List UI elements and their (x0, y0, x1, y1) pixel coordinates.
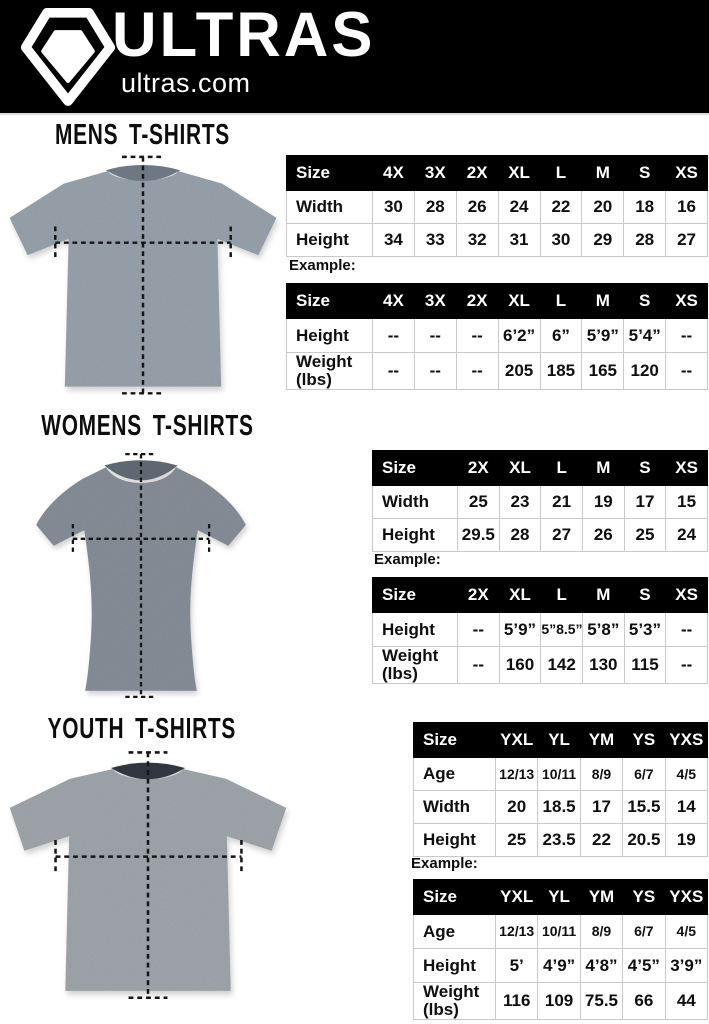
size-label-header: Size (414, 723, 496, 758)
cell-value: 115 (624, 647, 666, 684)
brand-domain: ultras.com (121, 68, 251, 98)
table-row (287, 224, 708, 257)
row-label: Height (287, 224, 373, 257)
size-column-header: XL (498, 284, 540, 319)
size-table (413, 722, 708, 857)
cell-value: 26 (582, 519, 624, 552)
youth-size-table (413, 722, 708, 857)
cell-value: 29.5 (458, 519, 500, 552)
cell-value: 18 (624, 191, 666, 224)
cell-value: -- (666, 647, 708, 684)
size-table (372, 577, 708, 684)
row-label: Age (414, 915, 496, 949)
cell-value: 5’9” (499, 613, 541, 647)
cell-value: 17 (624, 486, 666, 519)
cell-value: 23.5 (538, 824, 580, 857)
cell-value: 20 (496, 791, 538, 824)
size-label-header: Size (373, 578, 458, 613)
cell-value: 19 (582, 486, 624, 519)
cell-value: 5’9” (582, 319, 624, 353)
mens-example-label: Example: (289, 257, 356, 274)
size-column-header: 4X (373, 156, 415, 191)
size-column-header: YXL (496, 723, 538, 758)
size-column-header: 3X (414, 156, 456, 191)
size-column-header: XS (666, 284, 708, 319)
cell-value: 120 (624, 353, 666, 390)
cell-value: 165 (582, 353, 624, 390)
cell-value: 12/13 (496, 915, 538, 949)
cell-value: 142 (541, 647, 583, 684)
youth-example-label: Example: (411, 855, 478, 872)
cell-value: 31 (498, 224, 540, 257)
row-label: Weight (lbs) (373, 647, 458, 684)
table-row (414, 983, 708, 1020)
cell-value: -- (666, 353, 708, 390)
size-column-header: XL (499, 578, 541, 613)
table-row (373, 486, 708, 519)
cell-value: 5’8” (582, 613, 624, 647)
row-label: Height (373, 613, 458, 647)
cell-value: 66 (623, 983, 665, 1020)
brand-wordmark: ULTRAS (112, 0, 376, 70)
cell-value: 30 (540, 224, 582, 257)
cell-value: 8/9 (580, 758, 622, 791)
cell-value: 5’4” (624, 319, 666, 353)
cell-value: 130 (582, 647, 624, 684)
cell-value: 12/13 (496, 758, 538, 791)
cell-value: 22 (580, 824, 622, 857)
row-label: Width (373, 486, 458, 519)
cell-value: -- (414, 353, 456, 390)
cell-value: 21 (541, 486, 583, 519)
cell-value: 22 (540, 191, 582, 224)
cell-value: -- (666, 613, 708, 647)
cell-value: 20.5 (623, 824, 665, 857)
cell-value: 205 (498, 353, 540, 390)
size-column-header: M (582, 156, 624, 191)
size-column-header: XL (499, 451, 541, 486)
cell-value: 14 (665, 791, 707, 824)
cell-value: 160 (499, 647, 541, 684)
cell-value: 28 (624, 224, 666, 257)
table-row (287, 319, 708, 353)
size-column-header: YS (623, 723, 665, 758)
size-column-header: XL (498, 156, 540, 191)
row-label: Width (414, 791, 496, 824)
cell-value: 6” (540, 319, 582, 353)
cell-value: -- (458, 613, 500, 647)
table-row (414, 758, 708, 791)
cell-value: -- (373, 353, 415, 390)
table-row (414, 915, 708, 949)
table-row (373, 519, 708, 552)
cell-value: 15.5 (623, 791, 665, 824)
cell-value: 27 (541, 519, 583, 552)
table-row (373, 647, 708, 684)
size-label-header: Size (287, 156, 373, 191)
size-column-header: YXS (665, 880, 707, 915)
mens-example-table (286, 283, 708, 390)
cell-value: 44 (665, 983, 707, 1020)
cell-value: 19 (665, 824, 707, 857)
size-column-header: L (541, 451, 583, 486)
cell-value: 25 (624, 519, 666, 552)
size-column-header: YL (538, 880, 580, 915)
cell-value: 10/11 (538, 915, 580, 949)
table-row (414, 949, 708, 983)
cell-value: 34 (373, 224, 415, 257)
size-column-header: 2X (456, 284, 498, 319)
table-row (414, 824, 708, 857)
womens-example-label: Example: (374, 551, 441, 568)
row-label: Height (287, 319, 373, 353)
cell-value: 20 (582, 191, 624, 224)
size-column-header: L (541, 578, 583, 613)
cell-value: 6’2” (498, 319, 540, 353)
size-table (413, 879, 708, 1020)
cell-value: -- (414, 319, 456, 353)
size-column-header: L (540, 284, 582, 319)
row-label: Height (414, 824, 496, 857)
cell-value: 24 (666, 519, 708, 552)
cell-value: 6/7 (623, 915, 665, 949)
cell-value: 8/9 (580, 915, 622, 949)
size-column-header: YL (538, 723, 580, 758)
cell-value: 4/5 (665, 758, 707, 791)
cell-value: 25 (496, 824, 538, 857)
cell-value: 25 (458, 486, 500, 519)
size-column-header: S (624, 156, 666, 191)
pentagon-shield-icon (20, 4, 116, 115)
size-table (372, 450, 708, 552)
cell-value: -- (666, 319, 708, 353)
size-column-header: 2X (456, 156, 498, 191)
size-column-header: YM (580, 880, 622, 915)
size-column-header: S (624, 578, 666, 613)
cell-value: 30 (373, 191, 415, 224)
youth-example-table (413, 879, 708, 1020)
table-row (373, 613, 708, 647)
size-column-header: 4X (373, 284, 415, 319)
womens-section-title: WOMENS T-SHIRTS (41, 410, 254, 442)
mens-section-title: MENS T-SHIRTS (54, 119, 230, 151)
cell-value: 28 (499, 519, 541, 552)
cell-value: 32 (456, 224, 498, 257)
row-label: Width (287, 191, 373, 224)
size-column-header: YM (580, 723, 622, 758)
table-row (414, 791, 708, 824)
womens-size-table (372, 450, 708, 552)
row-label: Weight (lbs) (287, 353, 373, 390)
size-table (286, 155, 708, 257)
size-column-header: S (624, 284, 666, 319)
cell-value: 6/7 (623, 758, 665, 791)
cell-value: 28 (414, 191, 456, 224)
size-column-header: XS (666, 451, 708, 486)
cell-value: 4’5” (623, 949, 665, 983)
size-column-header: 2X (458, 578, 500, 613)
cell-value: 4’9” (538, 949, 580, 983)
size-column-header: S (624, 451, 666, 486)
size-column-header: XS (666, 156, 708, 191)
row-label: Height (414, 949, 496, 983)
size-label-header: Size (287, 284, 373, 319)
table-row (287, 353, 708, 390)
mens-size-table (286, 155, 708, 257)
cell-value: 29 (582, 224, 624, 257)
size-column-header: YXS (665, 723, 707, 758)
size-column-header: L (540, 156, 582, 191)
mens-tshirt-image (0, 148, 286, 406)
cell-value: 27 (666, 224, 708, 257)
cell-value: 109 (538, 983, 580, 1020)
cell-value: 5’3” (624, 613, 666, 647)
table-row (287, 191, 708, 224)
cell-value: 4’8” (580, 949, 622, 983)
size-column-header: M (582, 451, 624, 486)
cell-value: 3’9” (665, 949, 707, 983)
womens-example-table (372, 577, 708, 684)
row-label: Age (414, 758, 496, 791)
cell-value: 26 (456, 191, 498, 224)
size-column-header: 3X (414, 284, 456, 319)
cell-value: 18.5 (538, 791, 580, 824)
cell-value: 185 (540, 353, 582, 390)
size-column-header: 2X (458, 451, 500, 486)
size-column-header: YS (623, 880, 665, 915)
row-label: Weight (lbs) (414, 983, 496, 1020)
cell-value: 75.5 (580, 983, 622, 1020)
size-column-header: XS (666, 578, 708, 613)
cell-value: -- (456, 353, 498, 390)
cell-value: 5’ (496, 949, 538, 983)
row-label: Height (373, 519, 458, 552)
cell-value: 4/5 (665, 915, 707, 949)
cell-value: 15 (666, 486, 708, 519)
cell-value: -- (373, 319, 415, 353)
cell-value: 17 (580, 791, 622, 824)
size-column-header: M (582, 284, 624, 319)
cell-value: -- (456, 319, 498, 353)
cell-value: 23 (499, 486, 541, 519)
cell-value: 16 (666, 191, 708, 224)
size-table (286, 283, 708, 390)
youth-tshirt-image (2, 740, 294, 1016)
cell-value: 10/11 (538, 758, 580, 791)
size-column-header: YXL (496, 880, 538, 915)
cell-value: -- (458, 647, 500, 684)
womens-tshirt-image (18, 441, 264, 703)
size-label-header: Size (414, 880, 496, 915)
youth-section-title: YOUTH T-SHIRTS (47, 713, 237, 745)
size-label-header: Size (373, 451, 458, 486)
size-column-header: M (582, 578, 624, 613)
cell-value: 33 (414, 224, 456, 257)
brand-header (0, 0, 709, 115)
cell-value: 116 (496, 983, 538, 1020)
cell-value: 24 (498, 191, 540, 224)
cell-value: 5”8.5” (541, 613, 583, 647)
